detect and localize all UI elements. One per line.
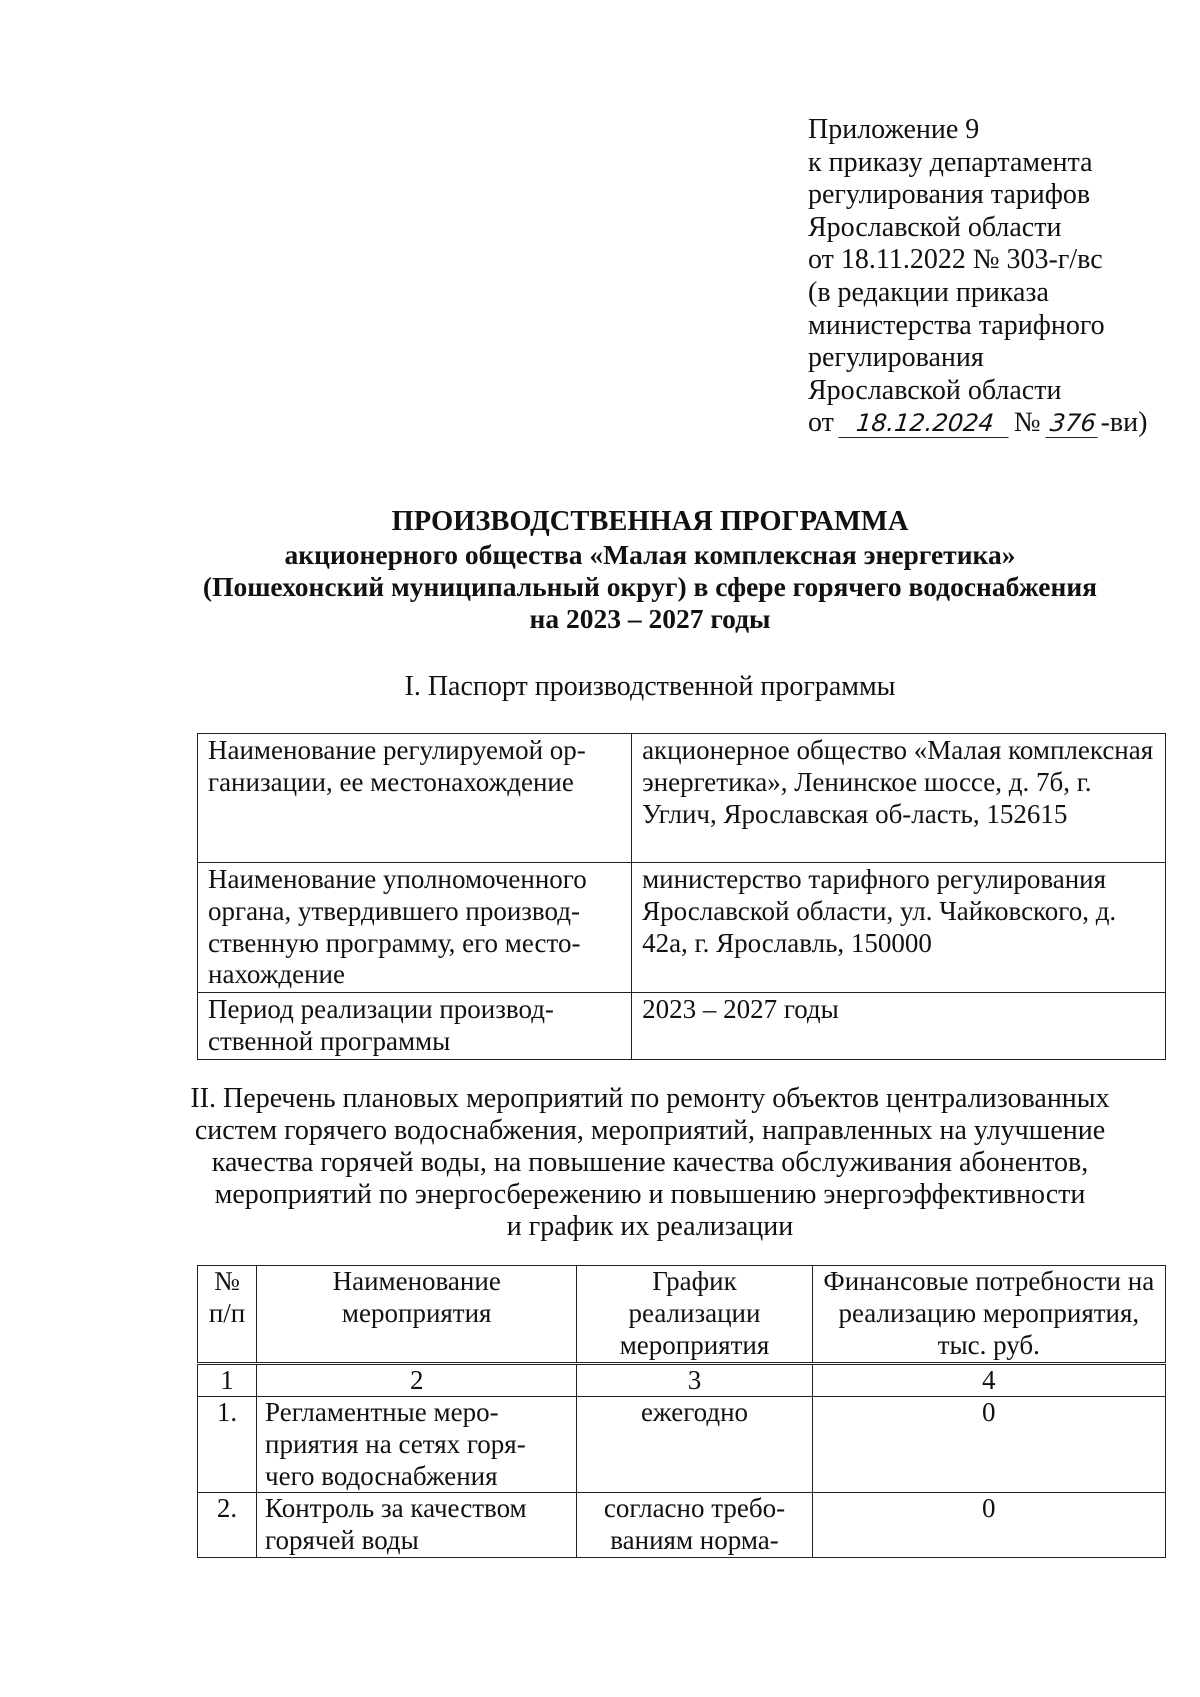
column-header-schedule: График реализации мероприятия (577, 1266, 812, 1364)
appendix-prefix: от (808, 407, 834, 439)
title-line: на 2023 – 2027 годы (529, 603, 771, 634)
table-row (198, 863, 1166, 993)
number-sign: № (1013, 407, 1041, 439)
column-number: 2 (257, 1364, 577, 1397)
column-header-cost: Финансовые потребности на реализацию мероприятия, тыс. руб. (812, 1266, 1165, 1364)
column-number: 3 (577, 1364, 812, 1397)
title-line: (Пошехонский муниципальный округ) в сфере горячего водоснабжения (202, 571, 1098, 602)
handwritten-date: 18.12.2024 (838, 409, 1011, 438)
passport-label: Период реализации производ-ственной программы (198, 993, 632, 1060)
passport-value: 2023 – 2027 годы (632, 993, 1166, 1060)
appendix-line: Ярославской области (808, 374, 1062, 406)
passport-label: Наименование регулируемой ор-ганизации, ее местонахождение (198, 734, 632, 863)
appendix-last-line (808, 407, 1188, 440)
column-header-name: Наименование мероприятия (257, 1266, 577, 1364)
table-row (198, 1397, 1166, 1493)
title-line: акционерного общества «Малая комплексная энергетика» (284, 539, 1016, 570)
appendix-line: министерства тарифного (808, 309, 1105, 341)
section1-heading-text: I. Паспорт производственной программы (404, 671, 896, 702)
appendix-line: к приказу департамента (808, 146, 1093, 178)
column-number: 1 (198, 1364, 257, 1397)
appendix-line: Ярославской области (808, 211, 1062, 243)
measure-cost: 0 (812, 1493, 1165, 1558)
table-header-row (198, 1266, 1166, 1364)
row-number: 1. (198, 1397, 257, 1493)
column-header-number: № п/п (198, 1266, 257, 1364)
passport-value: акционерное общество «Малая комплексная энергетика», Ленинское шоссе, д. 7б, г. Углич, Ярославская об-ласть, 152615 (632, 734, 1166, 863)
appendix-line: регулирования (808, 342, 984, 374)
table-row (198, 993, 1166, 1060)
passport-table (197, 733, 1166, 1060)
measure-schedule: ежегодно (577, 1397, 812, 1493)
document-title (150, 506, 1150, 635)
measure-name: Регламентные меро-приятия на сетях горя-чего водоснабжения (257, 1397, 577, 1493)
measures-table (197, 1265, 1166, 1558)
section2-heading-line: систем горячего водоснабжения, мероприятий, направленных на улучшение (194, 1115, 1106, 1146)
handwritten-number: 376 (1045, 409, 1100, 438)
column-number-row (198, 1364, 1166, 1397)
section2-heading-line: и график их реализации (506, 1211, 794, 1242)
section2-heading-line: качества горячей воды, на повышение качества обслуживания абонентов, (211, 1147, 1089, 1178)
appendix-line: регулирования тарифов (808, 179, 1091, 211)
section1-heading (150, 671, 1150, 703)
section2-heading-line: II. Перечень плановых мероприятий по ремонту объектов централизованных (190, 1083, 1110, 1114)
measure-schedule: согласно требо-ваниям норма- (577, 1493, 812, 1558)
table-row (198, 734, 1166, 863)
measure-cost: 0 (812, 1397, 1165, 1493)
section2-heading (150, 1083, 1150, 1243)
table-row (198, 1493, 1166, 1558)
passport-label: Наименование уполномоченного органа, утвердившего производ-ственную программу, его место-нахождение (198, 863, 632, 993)
title-main: ПРОИЗВОДСТВЕННАЯ ПРОГРАММА (391, 506, 909, 537)
appendix-line: от 18.11.2022 № 303-г/вс (808, 244, 1103, 276)
appendix-block (808, 114, 1188, 440)
appendix-suffix: -ви) (1100, 407, 1148, 439)
row-number: 2. (198, 1493, 257, 1558)
appendix-line: (в редакции приказа (808, 276, 1049, 308)
appendix-line: Приложение 9 (808, 114, 980, 145)
section2-heading-line: мероприятий по энергосбережению и повышению энергоэффективности (214, 1179, 1086, 1210)
passport-value: министерство тарифного регулирования Ярославской области, ул. Чайковского, д. 42а, г. Ярославль, 150000 (632, 863, 1166, 993)
column-number: 4 (812, 1364, 1165, 1397)
measure-name: Контроль за качеством горячей воды (257, 1493, 577, 1558)
